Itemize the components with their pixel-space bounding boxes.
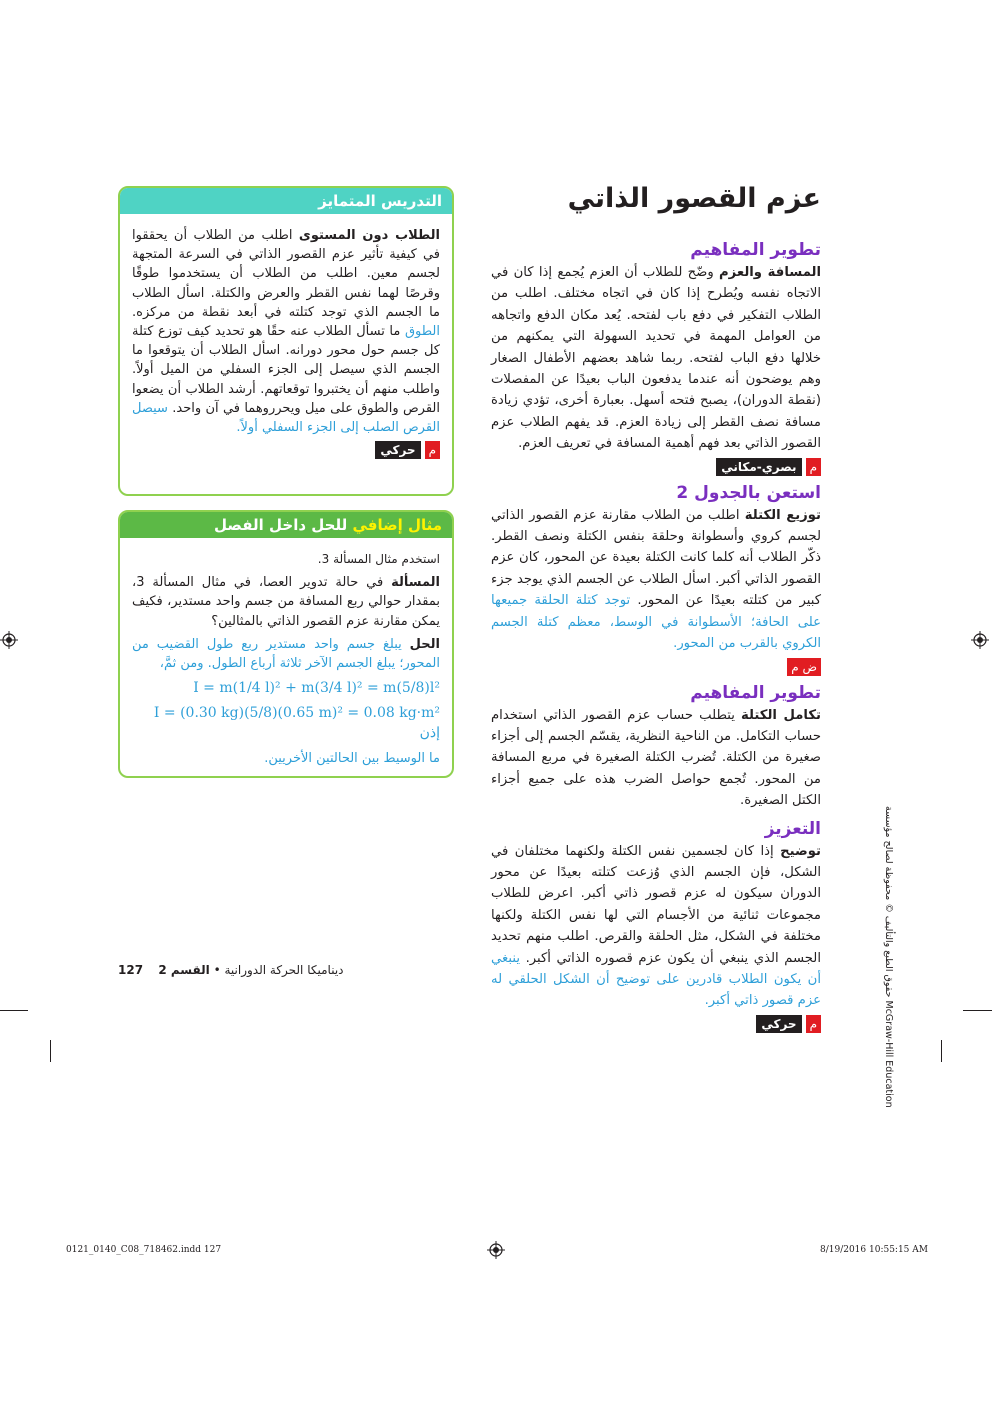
page-number: 127 [118,963,144,977]
level-badge: م [806,458,821,476]
main-column [491,233,821,1033]
section-heading-reinforcement: التعزيز [764,818,821,839]
keyword: المسافة والعزم [719,265,822,280]
level-badges [491,658,821,676]
slug-filename: 0121_0140_C08_718462.indd 127 [66,1245,222,1255]
equation-2: I = (0.30 kg)(5/8)(0.65 m)² = 0.08 kg·m² إذن [153,705,440,741]
differentiated-instruction-box [118,186,454,496]
section-heading-concepts: تطوير المفاهيم [690,240,821,260]
paragraph-distance-torque: المسافة والعزم وضّح للطلاب أن العزم يُجمع إذا كان في الاتجاه نفسه ويُطرح إذا كان في اتجاه مختلف. اطلب من الطلاب التفكير في دفع باب لفتحه. يُعد مكان الدفع واتجاهه من العوامل المهمة في تحديد السهولة التي يمكنهم من خلالها دفع الباب لفتحه. ربما شاهد بعضهم الأطفال الصغار وهم يوضحون أنه عندما يدفعون الباب بعيدًا عن المفصلات (نقطة الدوران)، يصبح فتحه أسهل. بعبارة أخرى، تؤدي زيادة مسافة نصف القطر إلى زيادة العزم. قد يفهم الطلاب عزم القصور الذاتي بعد فهم أهمية المسافة في تعريف العزم. [491,265,822,452]
learning-style-badges [132,441,440,459]
crop-mark [963,1010,992,1011]
learning-style-badges [491,458,821,476]
box-heading: مثال إضافي للحل داخل الفصل [120,512,452,538]
answer-text: ينبغي أن يكون الطلاب قادرين على توضيح أن الشكل الحلقي له عزم قصور ذاتي أكبر. [491,950,821,1009]
paragraph-demonstration: توضيح إذا كان لجسمين نفس الكتلة ولكنهما مختلفان في الشكل، فإن الجسم الذي وُزعت كتلته بعيدًا عن محور الدوران سيكون له عزم قصور ذاتي أكبر. اعرض للطلاب مجموعات ثنائية من الأجسام التي لها نفس الكتلة ولكنها مختلفة في الشكل، مثل الحلقة والقرص. اطلب منهم تحديد الجسم الذي ينبغي أن يكون عزم قصوره الذاتي أكبر. ينبغي أن يكون الطلاب قادرين على توضيح أن الشكل الحلقي له عزم قصور ذاتي أكبر. [491,843,821,1009]
additional-example-box [118,510,454,778]
style-badge: حركي [756,1015,801,1033]
chapter-title: ديناميكا الحركة الدورانية [224,963,344,977]
equation-1: I = m(1/4 l)² + m(3/4 l)² = m(5/8)l² [193,680,440,697]
crop-mark [0,1010,28,1011]
side-copyright: حقوق الطبع والتأليف © محفوظة لصالح مؤسسة McGraw-Hill Education [883,806,894,1108]
paragraph-mass-integration: تكامل الكتلة يتطلب حساب عزم القصور الذاتي استخدام حساب التكامل. من الناحية النظرية، يقسّم الجسم إلى أجزاء صغيرة من الكتلة. تُضرب الكتلة الصغيرة في مربع المسافة من المحور. تُجمع حواصل الضرب هذه على جميع أجزاء الكتل الصغيرة. [491,707,821,809]
section-heading-concepts-2: تطوير المفاهيم [690,682,821,703]
answer-text: توجد كتلة الحلقة جميعها على الحافة؛ الأسطوانة في الوسط، معظم كتلة الجسم الكروي بالقرب من المحور. [491,593,821,652]
page-footer: 127 ديناميكا الحركة الدورانية • القسم 2 [118,963,344,977]
paragraph-mass-distribution: توزيع الكتلة اطلب من الطلاب مقارنة عزم القصور الذاتي لجسم كروي وأسطوانة وحلقة بنفس الكتلة ونصف القطر. ذكّر الطلاب أنه كلما كانت الكتلة بعيدة عن المحور، كان عزم القصور الذاتي أكبر. اسأل الطلاب عن الجسم الذي يوجد جزء كبير من كتلته بعيدًا عن المحور. توجد كتلة الحلقة جميعها على الحافة؛ الأسطوانة في الوسط، معظم كتلة الجسم الكروي بالقرب من المحور. [491,507,821,652]
registration-mark-icon [971,631,989,649]
box-paragraph: الطلاب دون المستوى اطلب من الطلاب أن يحققوا في كيفية تأثير عزم القصور الذاتي في السرعة المتجهة لجسم معين. اطلب من الطلاب أن يستخدموا طوقًا وقرصًا لهما نفس القطر والعرض والكتلة. اسأل الطلاب ما الجسم الذي توجد كتلته في أبعد نقطة من مركزه. الطوق ما تسأل الطلاب عنه حقًا هو تحديد كيف توزع كتلة كل جسم حول محور دورانه. اسأل الطلاب أن يتوقعوا ما الجسم الذي سيصل إلى الجزء السفلي من الميل أولاً. واطلب منهم أن يختبروا توقعاتهم. أرشد الطلاب أن يضعوا القرص والطوق على ميل ويحرروهما في آن واحد. سيصل القرص الصلب إلى الجزء السفلي أولاً. [132,228,440,436]
section-label: القسم 2 [158,963,210,977]
learning-style-badges [491,1015,821,1033]
box-heading: التدريس المتمايز [120,188,452,214]
style-badge: بصري-مكاني [716,458,801,476]
section-heading-table: استعن بالجدول 2 [676,482,821,503]
level-badge: م [806,1015,821,1033]
crop-mark [50,1040,51,1062]
style-badge: حركي [375,441,420,459]
registration-mark-icon [487,1241,505,1259]
example-conclusion: ما الوسيط بين الحالتين الأخريين. [264,750,440,766]
registration-mark-icon [0,631,18,649]
crop-mark [941,1040,942,1062]
page-title: عزم القصور الذاتي [567,183,821,214]
level-badge: ض م [787,658,821,676]
level-badge: م [425,441,440,459]
example-solution: الحل يبلغ جسم واحد مستدير ربع طول القضيب من المحور؛ يبلغ الجسم الآخر ثلاثة أرباع الطول. ومن ثمَّ، [132,636,440,672]
example-problem: المسألة في حالة تدوير العصا، في مثال المسألة 3، بمقدار حوالي ربع المسافة من جسم واحد مستدير، فكيف يمكن مقارنة عزم القصور الذاتي بالمثالين؟ [132,575,441,629]
slug-timestamp: 8/19/2016 10:55:15 AM [819,1245,928,1255]
example-intro: استخدم مثال المسألة 3. [317,552,440,566]
